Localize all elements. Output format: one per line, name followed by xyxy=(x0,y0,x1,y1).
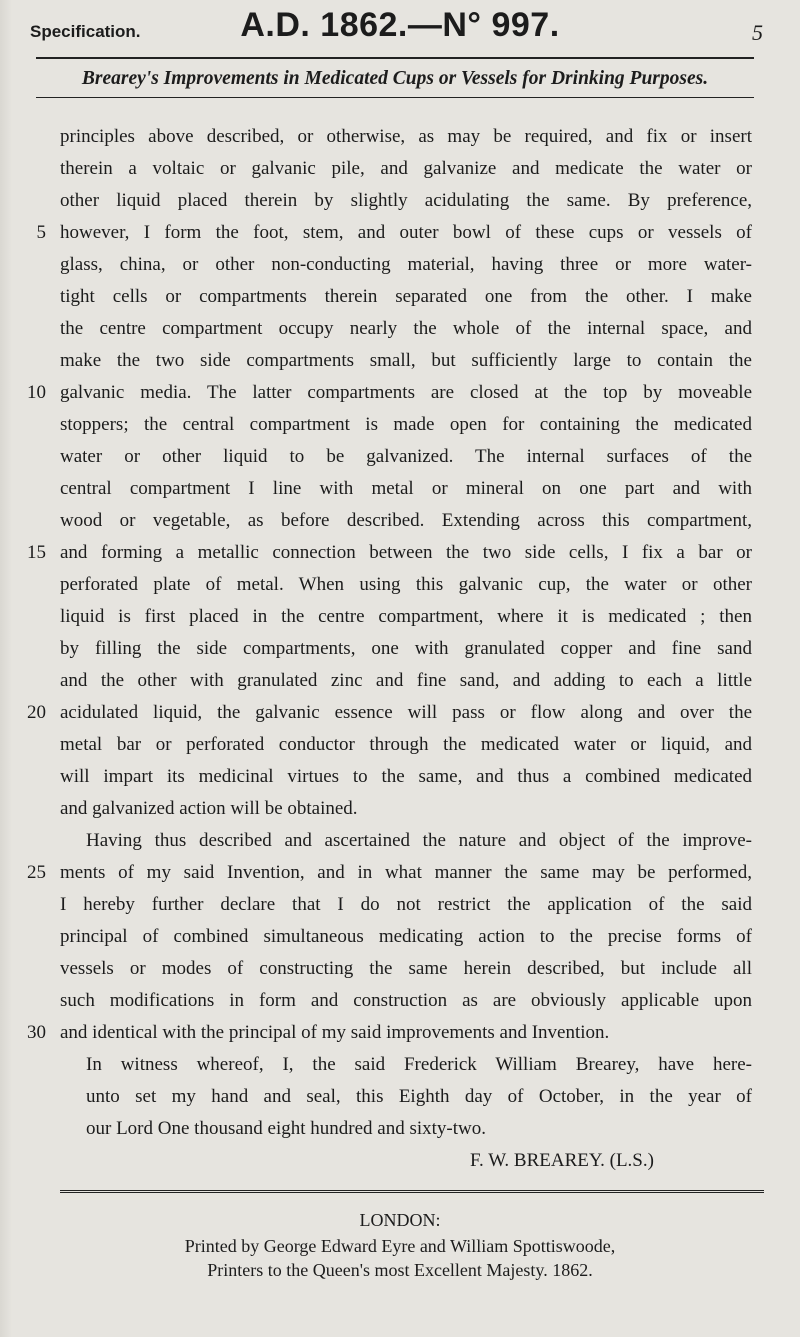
witness-line: our Lord One thousand eight hundred and sixty-two. xyxy=(86,1118,486,1139)
body-line: will impart its medicinal virtues to the same, and thus a combined medicated xyxy=(60,766,752,787)
body-line: acidulated liquid, the galvanic essence will pass or flow along and over the xyxy=(60,702,752,723)
body-line: and identical with the principal of my said improvements and Invention. xyxy=(60,1022,610,1043)
body-line: vessels or modes of constructing the same herein described, but include all xyxy=(60,958,752,979)
body-line: wood or vegetable, as before described. Extending across this compartment, xyxy=(60,510,752,531)
body-line: other liquid placed therein by slightly acidulating the same. By preference, xyxy=(60,190,752,211)
body-line: central compartment I line with metal or mineral on one part and with xyxy=(60,478,752,499)
line-number: 25 xyxy=(27,862,46,883)
body-line: such modifications in form and construction as are obviously applicable upon xyxy=(60,990,752,1011)
body-line: by filling the side compartments, one with granulated copper and fine sand xyxy=(60,638,752,659)
body-line: the centre compartment occupy nearly the whole of the internal space, and xyxy=(60,318,752,339)
body-line: stoppers; the central compartment is made open for containing the medicated xyxy=(60,414,752,435)
footer-rule xyxy=(60,1190,764,1196)
running-title-rule xyxy=(36,97,754,98)
line-number: 20 xyxy=(27,702,46,723)
body-line: and galvanized action will be obtained. xyxy=(60,798,358,819)
body-line: make the two side compartments small, but sufficiently large to contain the xyxy=(60,350,752,371)
body-line: and forming a metallic connection between the two side cells, I fix a bar or xyxy=(60,542,752,563)
body-line: liquid is first placed in the centre compartment, where it is medicated ; then xyxy=(60,606,752,627)
footer-printer-line: Printed by George Edward Eyre and William Spottiswoode, xyxy=(184,1236,616,1256)
witness-line: In witness whereof, I, the said Frederick William Brearey, have here- xyxy=(86,1054,752,1075)
body-line: Having thus described and ascertained the nature and object of the improve- xyxy=(86,830,752,851)
body-line: and the other with granulated zinc and fine sand, and adding to each a little xyxy=(60,670,752,691)
witness-line: unto set my hand and seal, this Eighth day of October, in the year of xyxy=(86,1086,752,1107)
body-line: perforated plate of metal. When using this galvanic cup, the water or other xyxy=(60,574,752,595)
body-line: ments of my said Invention, and in what manner the same may be performed, xyxy=(60,862,752,883)
body-line: however, I form the foot, stem, and outer bowl of these cups or vessels of xyxy=(60,222,752,243)
body-line: glass, china, or other non-conducting material, having three or more water- xyxy=(60,254,752,275)
body-line: therein a voltaic or galvanic pile, and galvanize and medicate the water or xyxy=(60,158,752,179)
footer-city: LONDON: xyxy=(359,1210,441,1230)
body-line: metal bar or perforated conductor through the medicated water or liquid, and xyxy=(60,734,752,755)
header-patent-number: A.D. 1862.—N° 997. xyxy=(240,6,560,44)
line-number: 15 xyxy=(27,542,46,563)
line-number: 10 xyxy=(27,382,46,403)
footer-printer-line-2: Printers to the Queen's most Excellent Majesty. 1862. xyxy=(207,1260,593,1280)
body-line: water or other liquid to be galvanized. The internal surfaces of the xyxy=(60,446,752,467)
header-specification-label: Specification. xyxy=(30,22,141,41)
signature: F. W. BREAREY. (L.S.) xyxy=(470,1150,654,1171)
header-rule xyxy=(36,57,754,59)
line-number: 5 xyxy=(36,222,46,243)
line-number: 30 xyxy=(27,1022,46,1043)
body-line: galvanic media. The latter compartments are closed at the top by moveable xyxy=(60,382,752,403)
body-line: I hereby further declare that I do not restrict the application of the said xyxy=(60,894,752,915)
body-line: principles above described, or otherwise, as may be required, and fix or insert xyxy=(60,126,752,147)
running-title: Brearey's Improvements in Medicated Cups or Vessels for Drinking Purposes. xyxy=(81,68,709,89)
body-line: tight cells or compartments therein separated one from the other. I make xyxy=(60,286,752,307)
page-number: 5 xyxy=(752,20,763,45)
body-line: principal of combined simultaneous medicating action to the precise forms of xyxy=(60,926,752,947)
